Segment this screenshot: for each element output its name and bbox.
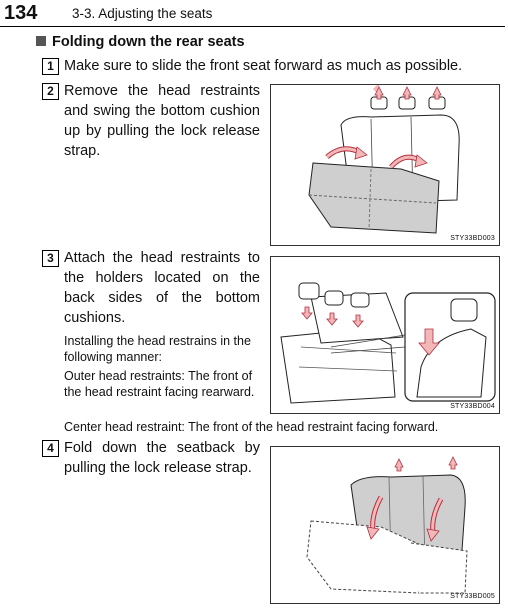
section-title-text: Folding down the rear seats [52,34,245,50]
seat-illustration-2 [271,257,499,413]
figure-attach-head-restraints [270,256,500,414]
step-3-note-3: Center head restraint: The front of the head restraint facing forward. [64,420,439,434]
section-title [36,34,245,50]
step-number-3: 3 [42,250,59,267]
header-rule [0,26,505,27]
page-header [0,0,508,30]
square-bullet-icon [36,36,46,46]
step-number-4: 4 [42,440,59,457]
figure-id-1: STY33BD003 [450,235,495,242]
figure-remove-head-restraints [270,84,500,246]
chapter-title: 3-3. Adjusting the seats [72,6,213,21]
step-4-text: Fold down the seatback by pulling the lock release strap. [64,440,260,476]
figure-fold-seatback [270,446,500,604]
step-1-text: Make sure to slide the front seat forward as much as possible. [64,58,463,74]
step-3-text: Attach the head restraints to the holders located on the back sides of the bottom cushions. [64,250,260,326]
seat-illustration-3 [271,447,499,603]
figure-id-3: STY33BD005 [450,593,495,600]
step-number-1: 1 [42,58,59,75]
page-number: 134 [4,2,38,24]
figure-id-2: STY33BD004 [450,403,495,410]
seat-illustration-1 [271,85,499,245]
step-3-note-1: Installing the head restrains in the following manner: [64,334,251,364]
step-3-note-2: Outer head restraints: The front of the head restraint facing rearward. [64,369,255,399]
step-number-2: 2 [42,83,59,100]
step-2-text: Remove the head restraints and swing the bottom cushion up by pulling the lock release strap. [64,83,260,159]
